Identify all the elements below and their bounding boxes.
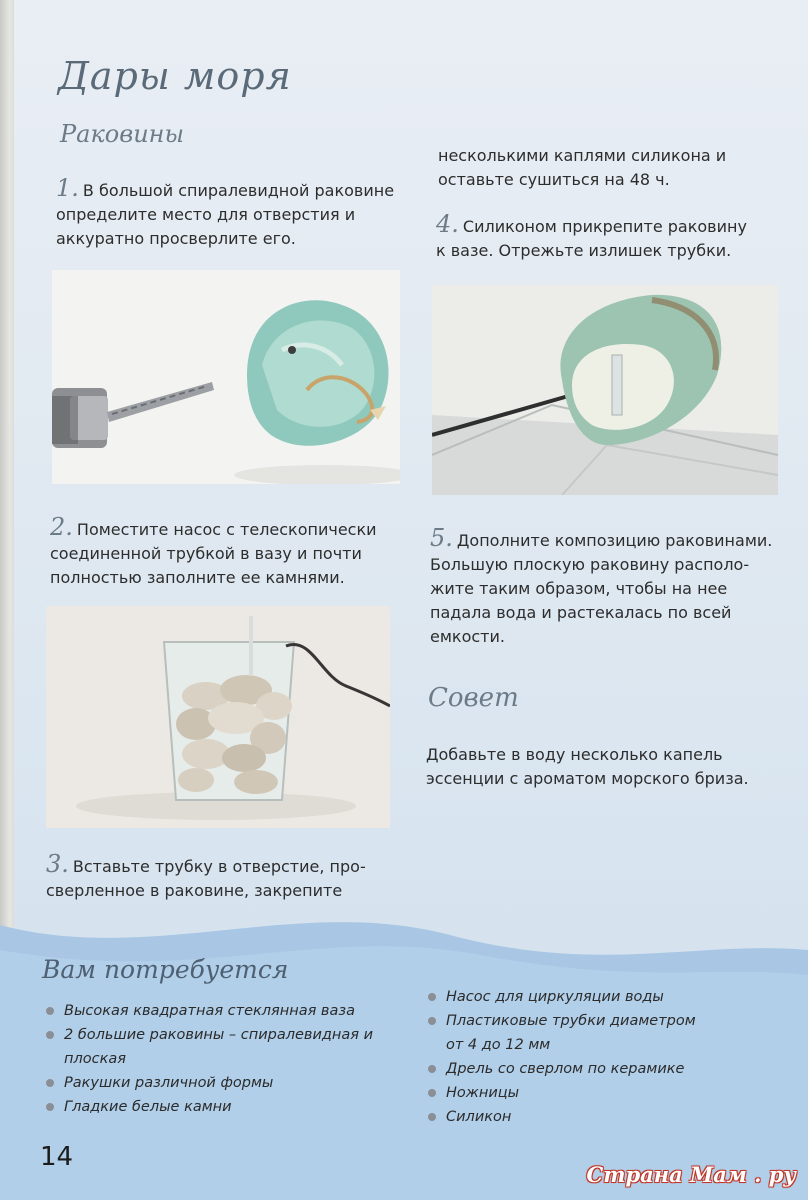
step-2-line-2: соединенной трубкой в вазу и почти [50,544,362,563]
list-item: Гладкие белые камни [44,1095,373,1119]
tip-text [426,743,749,791]
step-1-line-2: определите место для отверстия и [56,205,356,224]
page-subtitle: Раковины [60,120,185,148]
step-2-number: 2. [50,513,73,541]
step-4-line-1: Силиконом прикрепите раковину [462,217,747,236]
step-4 [436,212,747,263]
list-item: Пластиковые трубки диаметром [426,1009,696,1033]
step-3-number: 3. [46,850,69,878]
tip-heading: Совет [428,683,519,713]
step-3-continued [438,144,726,192]
step-5-line-2: Большую плоскую раковину располо- [430,555,750,574]
list-item: Дрель со сверлом по керамике [426,1057,696,1081]
list-item: Ножницы [426,1081,696,1105]
step-4-number: 4. [436,210,459,238]
tip-line-2: эссенции с ароматом морского бриза. [426,769,749,788]
list-item: Насос для циркуляции воды [426,985,696,1009]
list-item: Силикон [426,1105,696,1129]
materials-heading: Вам потребуется [42,955,289,984]
step-4-line-2: к вазе. Отрежьте излишек трубки. [436,241,732,260]
materials-list-right [426,985,696,1129]
photo-vase-stones [46,606,390,828]
step-5-line-5: емкости. [430,627,505,646]
step-2-line-3: полностью заполните ее камнями. [50,568,345,587]
page-number: 14 [40,1142,74,1172]
step-5 [430,526,772,649]
step-3-cont-line-2: оставьте сушиться на 48 ч. [438,170,670,189]
list-item-continuation: от 4 до 12 мм [446,1037,551,1053]
page-title: Дары моря [58,54,292,98]
list-item: 2 большие раковины – спиралевидная и [44,1023,373,1047]
step-5-number: 5. [430,524,453,552]
step-3-line-2: сверленное в раковине, закрепите [46,881,343,900]
step-1-line-3: аккуратно просверлите его. [56,229,296,248]
step-5-line-1: Дополните композицию раковинами. [456,531,773,550]
photo-shell-on-vase [432,285,778,495]
step-3-cont-line-1: несколькими каплями силикона и [438,146,727,165]
materials-list-left [44,999,373,1119]
list-item-continuation: плоская [64,1051,126,1067]
step-2-line-1: Поместите насос с телескопически [76,520,377,539]
step-1 [56,176,394,251]
list-item: Высокая квадратная стеклянная ваза [44,999,373,1023]
step-1-line-1: В большой спиралевидной раковине [82,181,395,200]
step-3 [46,852,366,903]
step-5-line-3: жите таким образом, чтобы на нее [430,579,728,598]
step-5-line-4: падала вода и растекалась по всей [430,603,732,622]
step-3-line-1: Вставьте трубку в отверстие, про- [72,857,366,876]
step-2 [50,515,377,590]
step-1-number: 1. [56,174,79,202]
site-watermark: Страна Мам . ру [586,1162,796,1187]
photo-drill-shell [52,270,400,484]
tip-line-1: Добавьте в воду несколько капель [426,745,723,764]
list-item: Ракушки различной формы [44,1071,373,1095]
